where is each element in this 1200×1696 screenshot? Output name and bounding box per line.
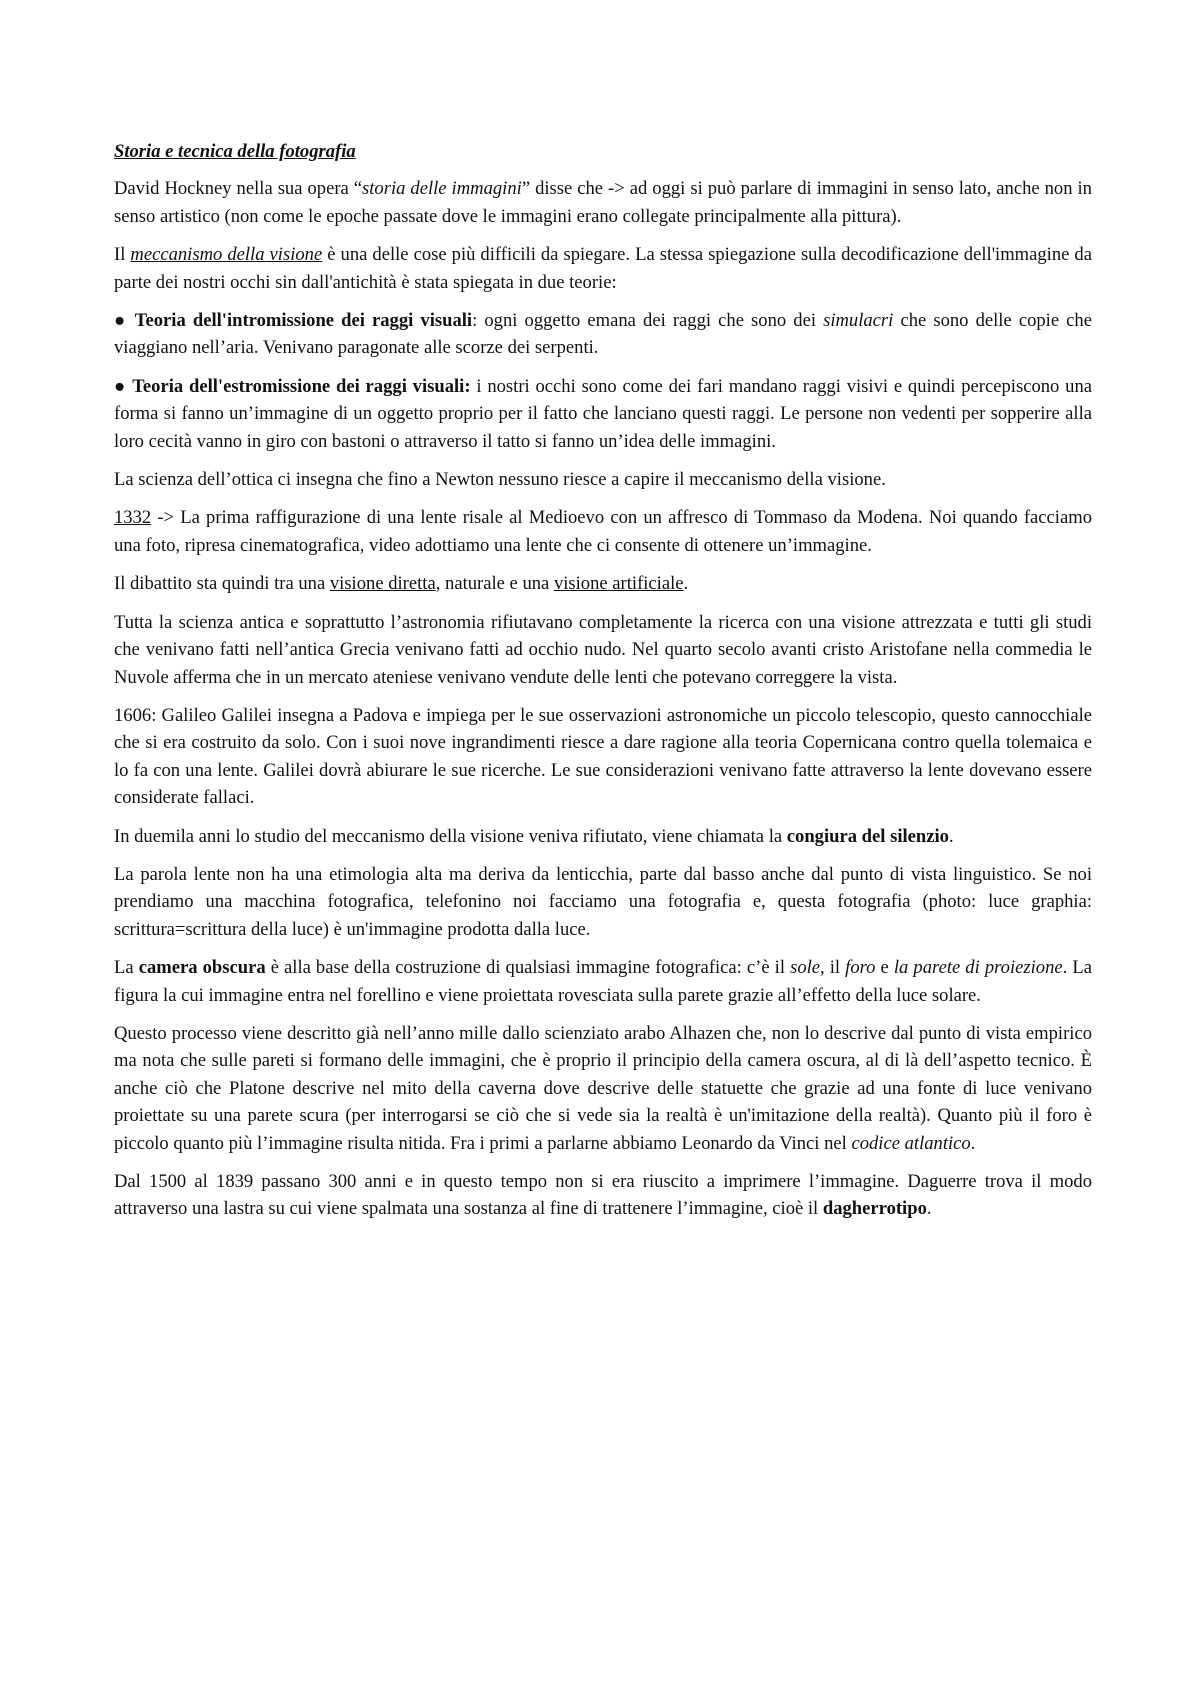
paragraph-alhazen: Questo processo viene descritto già nell’anno mille dallo scienziato arabo Alhazen che, non lo descrive dal punto di vista empirico ma nota che sulle pareti si formano delle immagini, che è proprio il principio della camera oscura, al di là dell’aspetto tecnico. È anche ciò che Platone descrive nel mito della caverna dove descrive delle statuette che grazie ad una fonte di luce venivano proiettate su una parete scura (per interrogarsi se ciò che si vede sia la realtà è un'imitazione della realtà). Quanto più il foro è piccolo quanto più l’immagine risulta nitida. Fra i primi a parlarne abbiamo Leonardo da Vinci nel codice atlantico. xyxy=(114,1022,1092,1154)
paragraph-camera-obscura: La camera obscura è alla base della costruzione di qualsiasi immagine fotografica: c’è il sole, il foro e la parete di proiezione. La figura la cui immagine entra nel forellino e viene proiettata rovesciata sulla parete grazie all’effetto della luce solare. xyxy=(114,957,1092,1006)
year-1332: 1332 xyxy=(114,507,152,529)
bullet-term: Teoria dell'intromissione dei raggi visuali xyxy=(134,310,473,332)
paragraph-lente: La parola lente non ha una etimologia alta ma deriva da lenticchia, parte dal basso anche dal punto di vista linguistico. Se noi prendiamo una macchina fotografica, telefonino noi facciamo una fotografia e, questa fotografia (photo: luce graphia: scrittura=scrittura della luce) è un'immagine prodotta dalla luce. xyxy=(114,863,1092,940)
paragraph-hockney: David Hockney nella sua opera “storia delle immagini” disse che -> ad oggi si può parlare di immagini in senso lato, anche non in senso artistico (non come le epoche passate dove le immagini erano collegate principalmente alla pittura). xyxy=(114,178,1092,227)
book-title: storia delle immagini xyxy=(362,178,522,200)
highlight-term: meccanismo della visione xyxy=(130,244,323,266)
bullet-intromissione: ● Teoria dell'intromissione dei raggi visuali: ogni oggetto emana dei raggi che sono dei simulacri che sono delle copie che viaggiano nell’aria. Venivano paragonate alle scorze dei serpenti. xyxy=(114,310,1092,359)
paragraph-scienza-antica: Tutta la scienza antica e soprattutto l’astronomia rifiutavano completamente la ricerca con una visione attrezzata e tutti gli studi che venivano fatti nell’antica Grecia venivano fatti ad occhio nudo. Nel quarto secolo avanti cristo Aristofane nella commedia le Nuvole afferma che in un mercato ateniese venivano vendute delle lenti che potevano correggere la vista. xyxy=(114,611,1092,688)
document-title: Storia e tecnica della fotografia xyxy=(114,141,356,162)
bullet-icon: ● xyxy=(114,375,127,397)
document-page xyxy=(114,138,1092,1234)
paragraph-dibattito: Il dibattito sta quindi tra una visione diretta, naturale e una visione artificiale. xyxy=(114,573,689,595)
bullet-term: Teoria dell'estromissione dei raggi visuali: xyxy=(132,375,471,397)
bullet-icon: ● xyxy=(114,310,128,332)
paragraph-meccanismo: Il meccanismo della visione è una delle cose più difficili da spiegare. La stessa spiegazione sulla decodificazione dell'immagine da parte dei nostri occhi sin dall'antichità è stata spiegata in due teorie: xyxy=(114,244,1092,293)
paragraph-ottica: La scienza dell’ottica ci insegna che fino a Newton nessuno riesce a capire il meccanismo della visione. xyxy=(114,469,886,491)
bullet-estromissione: ● Teoria dell'estromissione dei raggi visuali: i nostri occhi sono come dei fari mandano raggi visivi e quindi percepiscono una forma si fanno un’immagine di un oggetto proprio per il fatto che lanciano questi raggi. Le persone non vedenti per sopperire alla loro cecità vanno in giro con bastoni o attraverso il tatto si fanno un’idea delle immagini. xyxy=(114,375,1092,452)
paragraph-congiura: In duemila anni lo studio del meccanismo della visione veniva rifiutato, viene chiamata la congiura del silenzio. xyxy=(114,825,954,847)
paragraph-daguerre: Dal 1500 al 1839 passano 300 anni e in questo tempo non si era riuscito a imprimere l’immagine. Daguerre trova il modo attraverso una lastra su cui viene spalmata una sostanza al fine di trattenere l’immagine, cioè il dagherrotipo. xyxy=(114,1171,1092,1220)
paragraph-1332: 1332 -> La prima raffigurazione di una lente risale al Medioevo con un affresco di Tommaso da Modena. Noi quando facciamo una foto, ripresa cinematografica, video adottiamo una lente che ci consente di ottenere un’immagine. xyxy=(114,507,1092,556)
paragraph-galileo: 1606: Galileo Galilei insegna a Padova e impiega per le sue osservazioni astronomiche un piccolo telescopio, questo cannocchiale che si era costruito da solo. Con i suoi nove ingrandimenti riesce a dare ragione alla teoria Copernicana contro quella tolemaica e lo fa con una lente. Galilei dovrà abiurare le sue ricerche. Le sue considerazioni venivano fatte attraverso la lente dovevano essere considerate fallaci. xyxy=(114,704,1092,809)
